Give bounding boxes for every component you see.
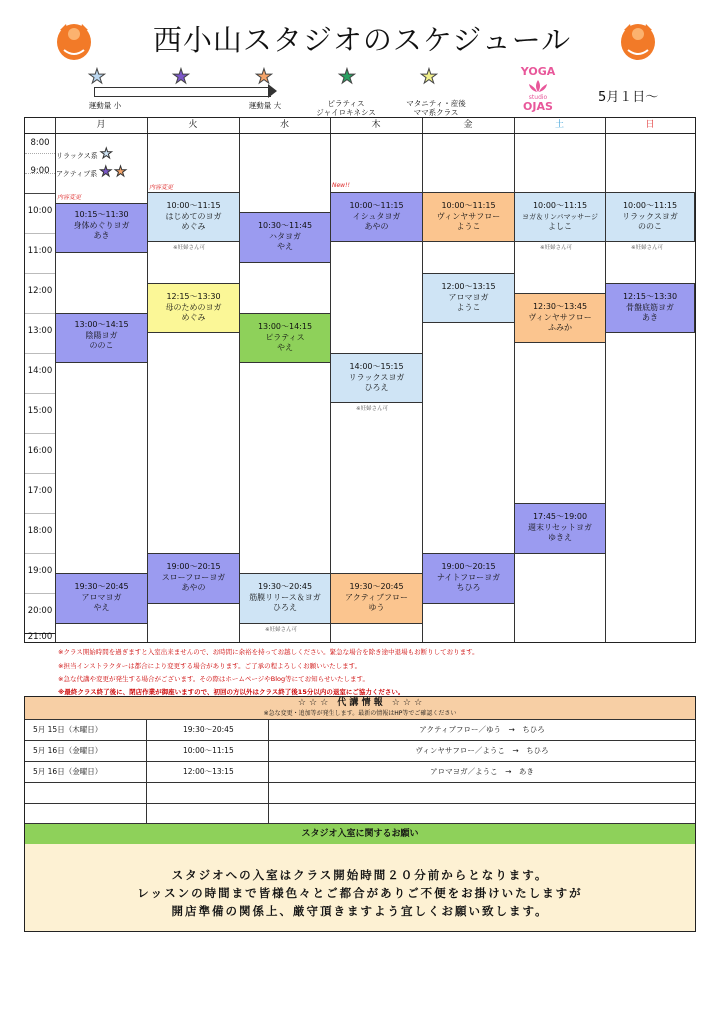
class-name: ハタヨガ: [269, 231, 301, 241]
class-teacher: ののこ: [638, 222, 662, 231]
class-teacher: ちひろ: [456, 583, 481, 592]
class-time: 19:00～20:15: [166, 562, 221, 571]
class-time: 12:15～13:30: [622, 292, 678, 301]
logo-yoga: YOGA: [520, 65, 556, 78]
class-name: リラックスヨガ: [348, 372, 405, 382]
empty-cell: [147, 803, 269, 824]
substitute-table: [24, 696, 696, 932]
class-block[interactable]: [239, 313, 331, 363]
time-label: 8:00: [30, 138, 50, 148]
entry-line: 開店準備の関係上、厳守頂きますよう宜しくお願い致します。: [171, 904, 549, 918]
class-name: アロマヨガ: [81, 592, 122, 602]
class-teacher: ふみか: [548, 323, 572, 332]
class-time: 12:15～13:30: [166, 292, 221, 301]
star-icon-purple: ★: [172, 64, 190, 88]
class-name: ピラティス: [265, 332, 305, 342]
time-label: 19:00: [27, 566, 53, 576]
pregnancy-note: ※妊婦さん可: [356, 406, 389, 412]
class-teacher: よしこ: [548, 222, 572, 231]
time-label: 10:00: [27, 206, 53, 216]
class-name: 骨盤底筋ヨガ: [626, 302, 674, 312]
day-header-thu: 木: [371, 120, 381, 130]
class-block[interactable]: [330, 192, 423, 242]
pregnancy-note: ※妊婦さん可: [631, 245, 664, 251]
lotus-icon: [510, 78, 566, 94]
class-block[interactable]: [147, 192, 240, 242]
day-header-tue: 火: [188, 120, 198, 130]
class-time: 19:30～20:45: [257, 582, 313, 591]
class-time: 10:00～11:15: [532, 201, 588, 210]
day-header-wed: 水: [279, 120, 289, 130]
class-block[interactable]: [239, 212, 331, 263]
day-header-sat: 土: [554, 120, 564, 130]
class-teacher: ののこ: [89, 341, 114, 350]
star-icon-active2: ★: [114, 164, 127, 180]
sub-detail: アクティブフロー／ゆう → ちひろ: [419, 725, 545, 734]
class-name: はじめてのヨガ: [165, 211, 222, 221]
class-block[interactable]: [330, 353, 423, 403]
substitute-title: ☆ ☆ ☆ 代 講 情 報 ☆ ☆ ☆: [297, 698, 423, 708]
class-name: ヨガ＆リンパマッサージ: [521, 212, 599, 221]
table-row: [25, 761, 695, 783]
class-teacher: あやの: [364, 222, 389, 231]
class-block[interactable]: [147, 553, 240, 604]
class-block[interactable]: [514, 503, 606, 554]
entry-notice-title: スタジオ入室に関するお願い: [25, 823, 695, 845]
entry-line: スタジオへの入室はクラス開始時間２０分前からとなります。: [171, 868, 549, 882]
logo-ojas: OJAS: [523, 100, 553, 113]
class-time: 10:00～11:15: [622, 201, 678, 210]
sub-time: 19:30～20:45: [147, 719, 269, 740]
time-label: 17:00: [27, 486, 53, 496]
legend-maternity: [400, 99, 472, 117]
class-teacher: ようこ: [456, 222, 481, 231]
class-name: ヴィンヤサフロー: [528, 312, 592, 322]
start-date: 5月１日～: [598, 90, 659, 105]
pregnancy-note: ※妊婦さん可: [265, 627, 298, 633]
class-teacher: あやの: [181, 583, 206, 592]
time-label: 18:00: [27, 526, 53, 536]
class-block[interactable]: [605, 283, 695, 333]
class-time: 10:00～11:15: [166, 201, 221, 210]
class-teacher: ゆきえ: [548, 533, 572, 542]
class-time: 10:00～11:15: [441, 201, 496, 210]
time-label: 13:00: [27, 326, 53, 336]
class-name: アロマヨガ: [448, 292, 489, 302]
logo-studio: studio: [528, 94, 548, 101]
legend-pilates-line1: ピラティス: [327, 99, 365, 108]
class-name: 筋膜リリース＆ヨガ: [249, 592, 321, 602]
class-time: 12:30～13:45: [532, 302, 588, 311]
time-label: 12:00: [27, 286, 53, 296]
class-block[interactable]: [605, 192, 695, 242]
star-icon-green: ★: [338, 64, 356, 88]
class-name: イシュタヨガ: [352, 211, 401, 221]
class-time: 19:30～20:45: [74, 582, 129, 591]
sub-date: 5月 16日（金曜日）: [25, 740, 147, 761]
substitute-subtitle: ※急な変更・追加等が発生します。最新の情報はHP等でご確認ください: [263, 710, 457, 717]
class-time: 17:45～19:00: [532, 512, 588, 521]
entry-notice-body: [25, 844, 695, 931]
legend-pilates-line2: ジャイロキネシス: [316, 108, 376, 117]
table-row-empty: [25, 803, 695, 824]
class-name: アクティブフロー: [344, 592, 409, 602]
class-teacher: やえ: [93, 603, 110, 612]
page-title: 西小山スタジオのスケジュール: [152, 23, 572, 57]
star-icon-orange-blue: ★: [255, 64, 273, 88]
substitute-header: [25, 697, 695, 720]
relax-legend-label: リラックス系: [56, 152, 98, 160]
class-time: 13:00～14:15: [257, 322, 313, 331]
class-block[interactable]: [147, 283, 240, 333]
sub-detail: アロマヨガ／ようこ → あき: [430, 767, 534, 776]
class-teacher: ようこ: [456, 303, 481, 312]
active-legend-label: アクティブ系: [56, 170, 98, 178]
time-label: 14:00: [27, 366, 53, 376]
class-name: 母のためのヨガ: [165, 302, 222, 312]
table-row: [25, 719, 695, 741]
star-icon-yellow: ★: [420, 64, 438, 88]
class-block[interactable]: [55, 313, 148, 363]
pregnancy-note: ※妊婦さん可: [173, 245, 206, 251]
class-time: 10:15～11:30: [74, 210, 129, 219]
arrow-head-icon: [268, 84, 277, 98]
notice-text: ※クラス開始時間を過ぎますと入室出来ませんので、お時間に余裕を持ってお越しください。緊急な場合を除き途中退場もお断りしております。: [58, 648, 479, 656]
intensity-arrow: [94, 87, 271, 97]
notice-text: ※急な代講や変更が発生する場合がございます。その際はホームページやBlog等にてお知らせいたします。: [58, 675, 369, 683]
sub-date: 5月 16日（金曜日）: [25, 761, 147, 782]
sub-time: 12:00～13:15: [147, 761, 269, 782]
class-teacher: ひろえ: [273, 603, 297, 612]
class-teacher: やえ: [277, 242, 293, 251]
legend-pilates: [310, 99, 382, 117]
class-teacher: めぐみ: [181, 313, 206, 322]
class-name: ナイトフローヨガ: [436, 572, 501, 582]
empty-cell: [25, 803, 147, 824]
legend-low: 運動量 小: [88, 101, 122, 110]
day-header-sun: 日: [645, 120, 655, 130]
class-teacher: やえ: [277, 343, 293, 352]
class-teacher: あき: [93, 231, 110, 240]
class-block[interactable]: [514, 293, 606, 343]
star-icon-relax-light: ★: [88, 64, 106, 88]
legend-high: 運動量 大: [248, 101, 282, 110]
relax-legend: [56, 146, 113, 162]
legend-maternity-line2: ママ系クラス: [413, 108, 459, 117]
timetable-grid: [24, 117, 696, 643]
class-teacher: めぐみ: [181, 222, 206, 231]
tag-new: New!!: [332, 182, 350, 189]
tag-content-change: 内容変更: [149, 184, 174, 191]
sub-detail: ヴィンヤサフロー／ようこ → ちひろ: [415, 746, 549, 755]
sub-date: 5月 15日（木曜日）: [25, 719, 147, 740]
table-row-empty: [25, 782, 695, 804]
class-time: 19:30～20:45: [349, 582, 404, 591]
class-time: 10:30～11:45: [257, 221, 313, 230]
class-time: 12:00～13:15: [441, 282, 496, 291]
time-label: 16:00: [27, 446, 53, 456]
star-icon-active: ★: [99, 164, 113, 180]
notice-text: ※担当インストラクターは都合により変更する場合があります。ご了承の程よろしくお願いいたします。: [58, 662, 362, 670]
table-row: [25, 740, 695, 762]
class-block[interactable]: [422, 192, 515, 242]
sub-time: 10:00～11:15: [147, 740, 269, 761]
tag-content-change: 内容変更: [57, 194, 82, 201]
class-block[interactable]: [55, 203, 148, 253]
class-block[interactable]: [239, 573, 331, 624]
class-time: 14:00～15:15: [349, 362, 404, 371]
class-teacher: ゆう: [368, 603, 385, 612]
class-block[interactable]: [422, 553, 515, 604]
day-header-mon: 月: [96, 120, 106, 130]
class-time: 13:00～14:15: [74, 320, 129, 329]
class-time: 10:00～11:15: [349, 201, 404, 210]
time-label: 15:00: [27, 406, 53, 416]
time-label: 20:00: [27, 606, 53, 616]
time-label: 11:00: [27, 246, 53, 256]
time-label: 9:00: [30, 166, 50, 176]
time-label: 21:00: [27, 632, 53, 642]
day-header-fri: 金: [463, 120, 473, 130]
pregnancy-note: ※妊婦さん可: [540, 245, 573, 251]
studio-logo: [510, 66, 566, 116]
class-name: リラックスヨガ: [622, 211, 678, 221]
active-legend: [56, 164, 127, 180]
legend-maternity-line1: マタニティ・産後: [406, 99, 466, 108]
class-block[interactable]: [422, 273, 515, 323]
class-teacher: あき: [642, 313, 658, 322]
class-name: スローフローヨガ: [161, 572, 226, 582]
notice-text: ※最終クラス終了後に、閉店作業が御座いますので、初回の方以外はクラス終了後15分以内の退室にご協力ください。: [58, 688, 405, 696]
class-name: 身体めぐりヨガ: [73, 220, 130, 230]
class-block[interactable]: [330, 573, 423, 624]
empty-cell: [25, 782, 147, 803]
class-block[interactable]: [55, 573, 148, 624]
star-icon-relax: ★: [100, 146, 113, 162]
class-name: 週末リセットヨガ: [528, 522, 592, 532]
entry-line: レッスンの時間まで皆様色々とご都合がありご不便をお掛けいたしますが: [137, 886, 583, 900]
class-name: 陰陽ヨガ: [85, 330, 118, 340]
class-time: 19:00～20:15: [441, 562, 496, 571]
empty-cell: [147, 782, 269, 803]
class-teacher: ひろえ: [364, 383, 389, 392]
class-block[interactable]: [514, 192, 606, 242]
class-name: ヴィンヤサフロー: [436, 211, 501, 221]
